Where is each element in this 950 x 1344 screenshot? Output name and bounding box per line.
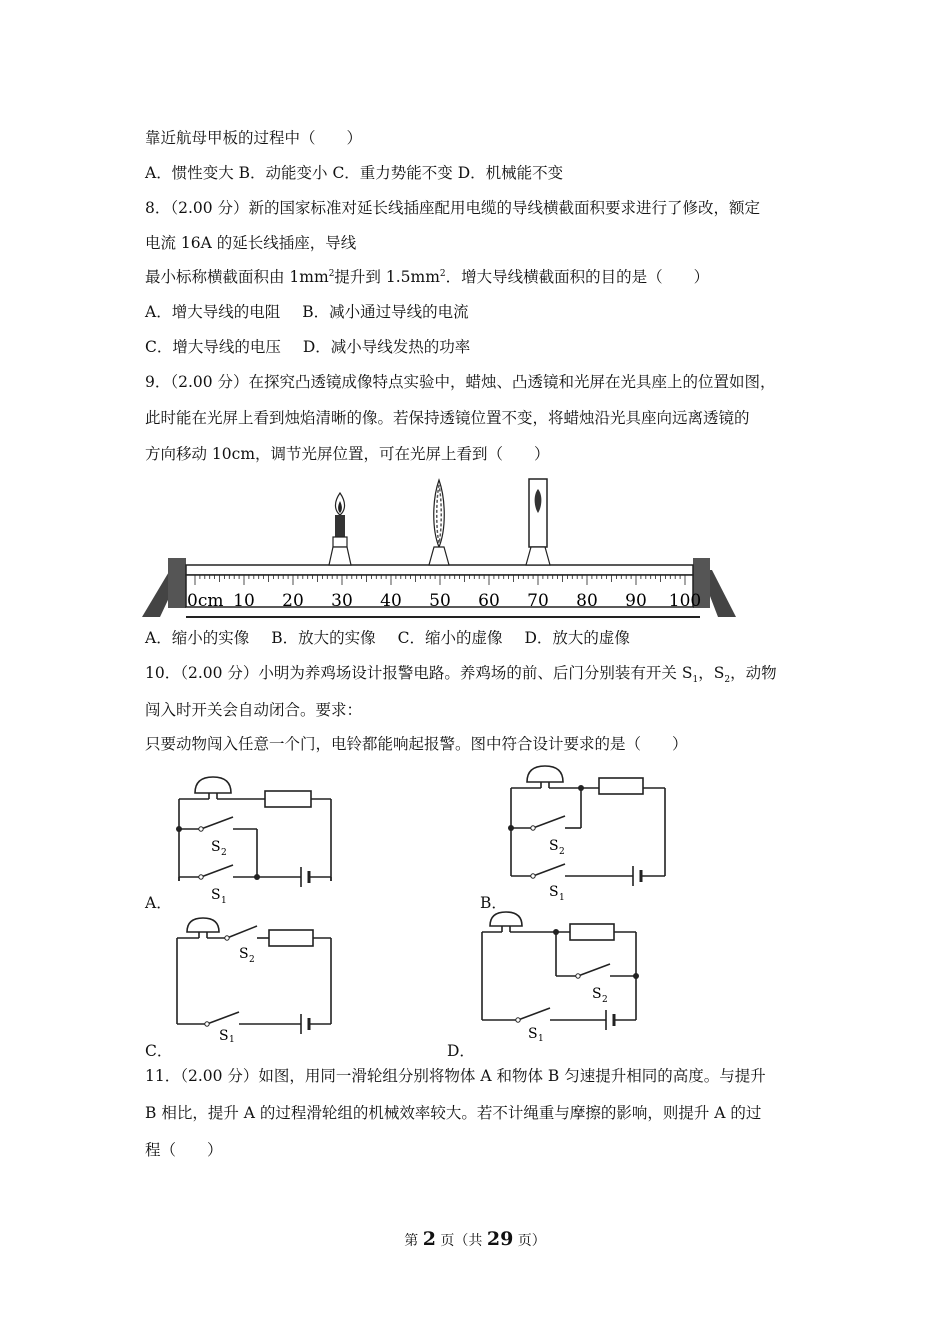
q8-stem-line1: 8．（2.00 分）新的国家标准对延长线插座配用电缆的导线横截面积要求进行了修改，额定 [145,199,761,217]
q9-option-d: D．放大的虚像 [524,629,630,647]
q10-stem-line1: 10．（2.00 分）小明为养鸡场设计报警电路。养鸡场的前、后门分别装有开关 $S_1$，$S_2$，动物 [145,664,777,686]
q8-stem-line3: 最小标称横截面积由 $1mm^2$提升到 $1.5mm^2$．增大导线横截面积的目的是（ ） [145,268,710,286]
q10-stem-line2: 闯入时开关会自动闭合。要求： [145,701,363,719]
page-number: 2 [422,1228,436,1250]
scale-label: 50 [429,591,451,611]
q8-option-b: B．减小通过导线的电流 [302,303,469,321]
q8-stem-line2: 电流 16A 的延长线插座，导线 [145,234,357,252]
candle [329,493,351,565]
scale-label: 0cm [187,591,224,611]
option-d-label: D． [447,1042,475,1060]
bench-left-end [168,558,186,608]
optical-bench-figure [140,475,740,623]
scale-label: 30 [331,591,353,611]
q8-options-row2 [145,335,470,357]
switch-label-s1: S [211,887,221,903]
svg-text:2: 2 [602,995,608,1005]
svg-text:2: 2 [249,955,255,965]
scale-label: 70 [527,591,549,611]
q8-option-d: D．减小导线发热的功率 [302,338,471,356]
q9-options [145,626,630,648]
q9-option-a: A．缩小的实像 [145,629,250,647]
scale-label: 40 [380,591,402,611]
q8-option-c: C．增大导线的电压 [145,338,281,356]
switch-label-s1: S [219,1028,229,1042]
circuit-c [165,912,350,1042]
q9-option-c: C．缩小的虚像 [397,629,503,647]
svg-text:1: 1 [559,893,565,900]
circuit-d [470,908,655,1043]
circuit-b [495,760,680,900]
bench-rail [186,565,693,575]
q8-option-a: A．增大导线的电阻 [145,303,281,321]
scale-label: 20 [282,591,304,611]
option-a-label: A． [145,894,172,912]
page-total: 29 [486,1228,514,1250]
switch-label-s2: S [549,838,559,854]
q10-stem-line3: 只要动物闯入任意一个门，电铃都能响起报警。图中符合设计要求的是（ ） [145,735,688,753]
switch-label-s2: S [592,986,602,1002]
light-screen [526,479,550,565]
candle-body [335,515,345,537]
switch-label-s1: S [528,1026,538,1042]
q7-options: A．惯性变大 B．动能变小 C．重力势能不变 D．机械能不变 [145,164,564,182]
svg-text:1: 1 [538,1034,544,1043]
scale-label: 100 [668,591,702,611]
circuit-a [165,765,350,905]
svg-text:2: 2 [559,847,565,857]
scale-label: 60 [478,591,500,611]
q7-stem-continuation: 靠近航母甲板的过程中（ ） [145,129,363,147]
svg-text:1: 1 [221,896,227,905]
q11-stem-line2: B 相比，提升 A 的过程滑轮组的机械效率较大。若不计绳重与摩擦的影响，则提升 A 的过 [145,1104,762,1122]
option-c-label: C． [145,1042,173,1060]
option-b-label: B． [480,894,507,912]
convex-lens [429,480,449,565]
svg-text:2: 2 [221,848,227,858]
page-footer: 第 2 页（共 29 页） [404,1228,546,1250]
switch-label-s1: S [549,884,559,900]
q11-stem-line3: 程（ ） [145,1141,223,1159]
q9-stem-line3: 方向移动 10cm，调节光屏位置，可在光屏上看到（ ） [145,445,550,463]
q11-stem-line1: 11．（2.00 分）如图，用同一滑轮组分别将物体 A 和物体 B 匀速提升相同的高度。与提升 [145,1067,766,1085]
scale-label: 10 [233,591,255,611]
q9-stem-line1: 9．（2.00 分）在探究凸透镜成像特点实验中，蜡烛、凸透镜和光屏在光具座上的位置如图， [145,373,776,391]
q9-stem-line2: 此时能在光屏上看到烛焰清晰的像。若保持透镜位置不变，将蜡烛沿光具座向远离透镜的 [145,409,750,427]
switch-label-s2: S [239,946,249,962]
scale-label: 90 [625,591,647,611]
q8-options-row1 [145,300,469,322]
svg-text:1: 1 [229,1035,235,1042]
superscript: 2 [439,268,446,279]
q9-option-b: B．放大的实像 [271,629,376,647]
superscript: 2 [328,268,335,279]
scale-label: 80 [576,591,598,611]
switch-label-s2: S [211,839,221,855]
